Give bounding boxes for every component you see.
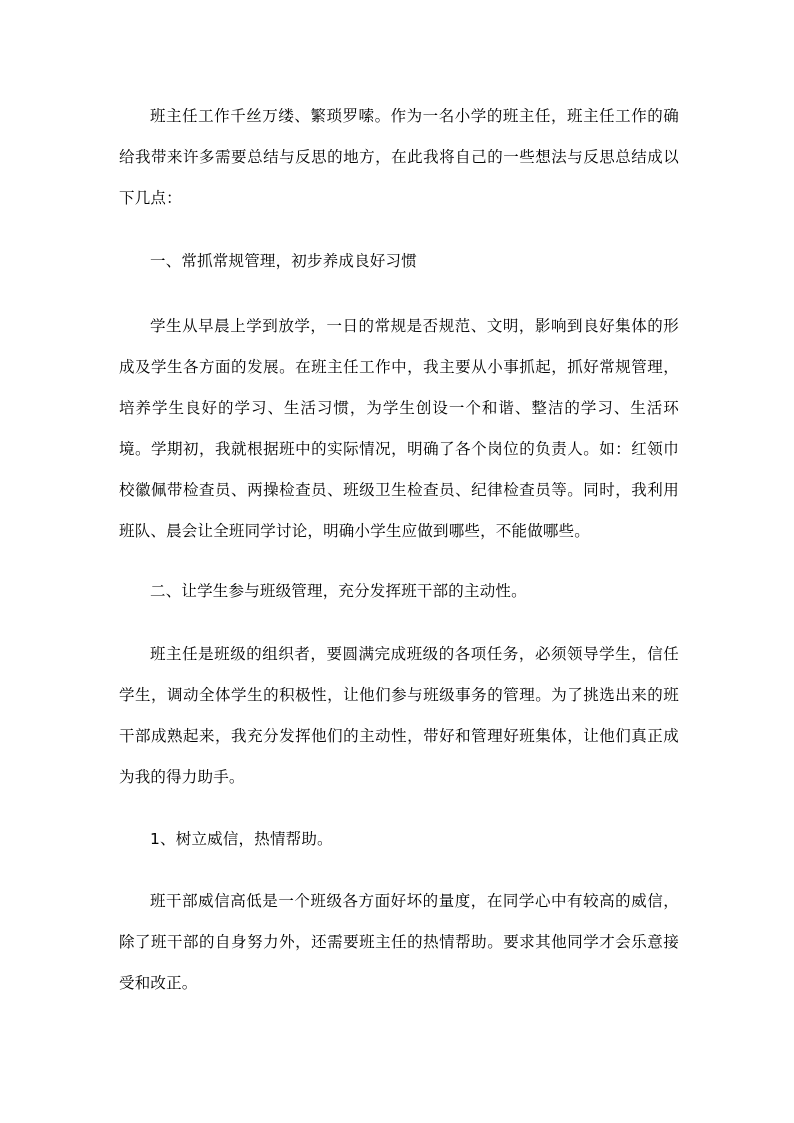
intro-paragraph: 班主任工作千丝万缕、繁琐罗嗦。作为一名小学的班主任，班主任工作的确给我带来许多需要总结与反思的地方，在此我将自己的一些想法与反思总结成以下几点： [119, 107, 679, 207]
section-heading-1: 一、常抓常规管理，初步养成良好习惯 [150, 252, 417, 270]
section-2-paragraph: 班主任是班级的组织者，要圆满完成班级的各项任务，必须领导学生，信任学生，调动全体学生的积极性，让他们参与班级事务的管理。为了挑选出来的班干部成熟起来，我充分发挥他们的主动性，带好和管理好班集体，让他们真正成为我的得力助手。 [119, 645, 679, 786]
section-1-paragraph: 学生从早晨上学到放学，一日的常规是否规范、文明，影响到良好集体的形成及学生各方面的发展。在班主任工作中，我主要从小事抓起，抓好常规管理，培养学生良好的学习、生活习惯，为学生创设一个和谐、整洁的学习、生活环境。学期初，我就根据班中的实际情况，明确了各个岗位的负责人。如：红领巾校徽佩带检查员、两操检查员、班级卫生检查员、纪律检查员等。同时，我利用班队、晨会让全班同学讨论，明确小学生应做到哪些，不能做哪些。 [119, 317, 679, 540]
subsection-1-paragraph: 班干部威信高低是一个班级各方面好坏的量度，在同学心中有较高的威信，除了班干部的自身努力外，还需要班主任的热情帮助。要求其他同学才会乐意接受和改正。 [119, 892, 679, 992]
section-heading-2: 二、让学生参与班级管理，充分发挥班干部的主动性。 [150, 582, 527, 600]
subsection-heading-1: 1、树立威信，热情帮助。 [150, 830, 333, 848]
